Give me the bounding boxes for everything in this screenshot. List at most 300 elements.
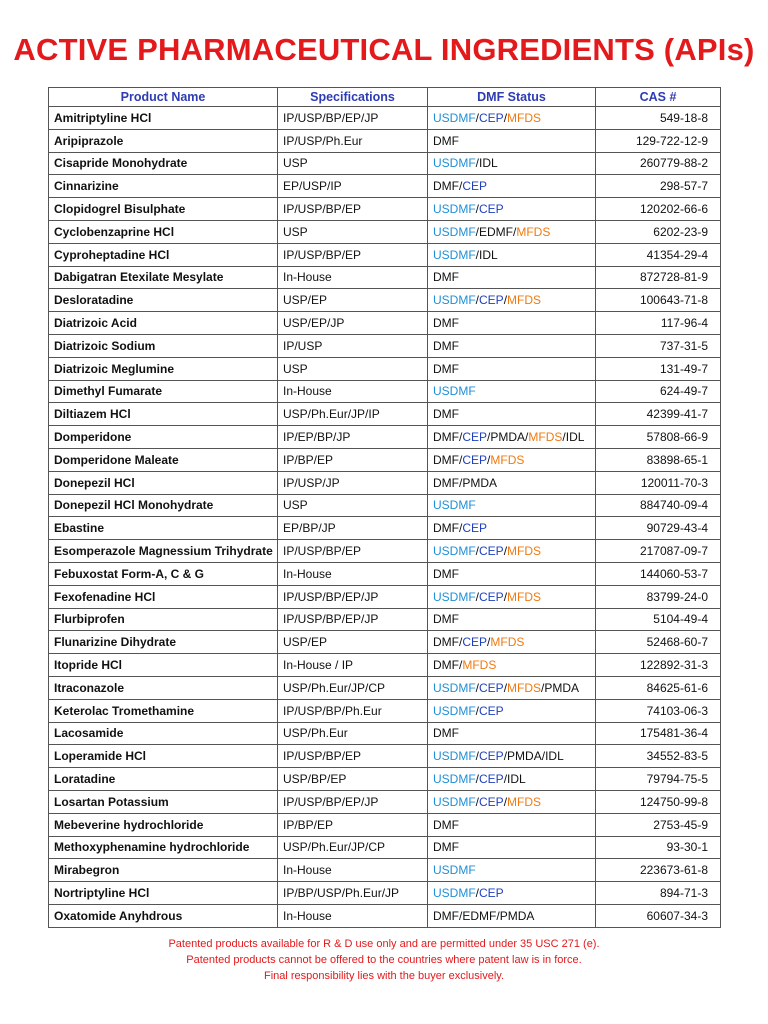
product-name-cell: Itopride HCl	[49, 654, 278, 677]
specifications-cell: IP/USP/BP/EP/JP	[278, 107, 428, 130]
dmf-status-usdmf: USDMF	[433, 680, 476, 695]
cas-number-cell: 83799-24-0	[596, 585, 721, 608]
specifications-cell: USP/Ph.Eur/JP/IP	[278, 403, 428, 426]
dmf-separator: /	[503, 772, 508, 786]
dmf-separator: /	[503, 794, 508, 809]
footer-disclaimer	[0, 936, 768, 984]
dmf-status-usdmf: USDMF	[433, 589, 476, 604]
dmf-separator: /	[475, 680, 480, 695]
table-row	[49, 494, 721, 517]
product-name-cell: Dabigatran Etexilate Mesylate	[49, 266, 278, 289]
table-row	[49, 722, 721, 745]
dmf-status-idl: IDL	[545, 749, 564, 764]
dmf-status-pmda: PMDA	[544, 680, 580, 695]
dmf-separator: /	[475, 247, 480, 262]
product-name-cell: Amitriptyline HCl	[49, 107, 278, 130]
dmf-status-dmf: DMF	[433, 407, 459, 422]
dmf-status-usdmf: USDMF	[433, 156, 476, 171]
dmf-status-dmf: DMF	[433, 726, 459, 741]
dmf-status-cell	[428, 357, 596, 380]
dmf-status-pmda: PMDA	[462, 475, 498, 490]
dmf-status-cell	[428, 266, 596, 289]
dmf-status-cell	[428, 289, 596, 312]
cas-number-cell: 5104-49-4	[596, 608, 721, 631]
dmf-separator: /	[475, 589, 480, 604]
product-name-cell: Oxatomide Anyhdrous	[49, 904, 278, 927]
dmf-status-cell	[428, 426, 596, 449]
dmf-status-cell	[428, 859, 596, 882]
disclaimer-line-3: Final responsibility lies with the buyer exclusively.	[263, 970, 505, 982]
dmf-separator: /	[487, 430, 491, 445]
product-name-cell: Desloratadine	[49, 289, 278, 312]
table-row	[49, 562, 721, 585]
product-name-cell: Esomperazole Magnessium Trihydrate	[49, 540, 278, 563]
product-name-cell: Flurbiprofen	[49, 608, 278, 631]
dmf-status-cell	[428, 403, 596, 426]
dmf-status-usdmf: USDMF	[433, 384, 476, 399]
dmf-status-cep: CEP	[479, 703, 504, 718]
table-row	[49, 608, 721, 631]
specifications-cell: USP	[278, 357, 428, 380]
dmf-status-cell	[428, 631, 596, 654]
specifications-cell: In-House	[278, 904, 428, 927]
table-row	[49, 813, 721, 836]
dmf-status-dmf: DMF	[433, 635, 459, 650]
api-table	[48, 87, 721, 928]
dmf-separator: /	[459, 521, 463, 536]
table-header	[49, 88, 721, 107]
specifications-cell: IP/USP/BP/EP	[278, 745, 428, 768]
dmf-status-usdmf: USDMF	[433, 772, 476, 786]
dmf-status-cep: CEP	[462, 521, 488, 536]
specifications-cell: IP/USP/BP/EP/JP	[278, 608, 428, 631]
cas-number-cell: 144060-53-7	[596, 562, 721, 585]
table-row	[49, 448, 721, 471]
dmf-status-cell	[428, 790, 596, 813]
dmf-status-mfds: MFDS	[507, 544, 542, 559]
dmf-status-dmf: DMF	[433, 521, 459, 536]
product-name-cell: Mebeverine hydrochloride	[49, 813, 278, 836]
dmf-status-usdmf: USDMF	[433, 885, 476, 900]
dmf-status-edmf: EDMF	[462, 908, 497, 923]
table-row	[49, 198, 721, 221]
header-row	[49, 88, 721, 107]
table-row	[49, 312, 721, 335]
table-body	[49, 107, 721, 928]
dmf-status-mfds: MFDS	[507, 794, 542, 809]
dmf-status-idl: IDL	[479, 247, 498, 262]
dmf-separator: /	[475, 703, 480, 718]
dmf-separator: /	[541, 680, 545, 695]
cas-number-cell: 90729-43-4	[596, 517, 721, 540]
specifications-cell: IP/BP/EP	[278, 448, 428, 471]
product-name-cell: Loratadine	[49, 768, 278, 791]
dmf-status-dmf: DMF	[433, 908, 459, 923]
cas-number-cell: 120202-66-6	[596, 198, 721, 221]
dmf-status-cell	[428, 312, 596, 335]
product-name-cell: Lacosamide	[49, 722, 278, 745]
cas-number-cell: 42399-41-7	[596, 403, 721, 426]
specifications-cell: IP/USP/BP/EP	[278, 540, 428, 563]
table-row	[49, 426, 721, 449]
product-name-cell: Diatrizoic Meglumine	[49, 357, 278, 380]
product-name-cell: Dimethyl Fumarate	[49, 380, 278, 403]
specifications-cell: In-House	[278, 562, 428, 585]
cas-number-cell: 34552-83-5	[596, 745, 721, 768]
dmf-status-cell	[428, 585, 596, 608]
cas-number-cell: 57808-66-9	[596, 426, 721, 449]
dmf-status-cell	[428, 175, 596, 198]
product-name-cell: Aripiprazole	[49, 129, 278, 152]
dmf-status-cep: CEP	[462, 635, 488, 650]
cas-number-cell: 124750-99-8	[596, 790, 721, 813]
table-row	[49, 517, 721, 540]
dmf-status-dmf: DMF	[433, 316, 459, 331]
specifications-cell: USP/Ph.Eur/JP/CP	[278, 676, 428, 699]
column-header-product-name: Product Name	[49, 88, 278, 107]
specifications-cell: EP/USP/IP	[278, 175, 428, 198]
dmf-status-dmf: DMF	[433, 475, 459, 490]
specifications-cell: USP	[278, 494, 428, 517]
dmf-status-cell	[428, 768, 596, 791]
table-row	[49, 768, 721, 791]
specifications-cell: USP/Ph.Eur	[278, 722, 428, 745]
product-name-cell: Diltiazem HCl	[49, 403, 278, 426]
product-name-cell: Losartan Potassium	[49, 790, 278, 813]
dmf-status-dmf: DMF	[433, 612, 459, 627]
table-row	[49, 836, 721, 859]
dmf-status-cell	[428, 540, 596, 563]
cas-number-cell: 79794-75-5	[596, 768, 721, 791]
specifications-cell: In-House	[278, 859, 428, 882]
dmf-status-mfds: MFDS	[490, 635, 525, 650]
dmf-status-cep: CEP	[479, 680, 504, 695]
specifications-cell: IP/USP/BP/EP/JP	[278, 585, 428, 608]
dmf-separator: /	[503, 544, 508, 559]
dmf-status-cell	[428, 608, 596, 631]
dmf-status-cell	[428, 448, 596, 471]
table-row	[49, 859, 721, 882]
cas-number-cell: 175481-36-4	[596, 722, 721, 745]
dmf-separator: /	[459, 179, 463, 194]
dmf-status-idl: IDL	[479, 156, 498, 171]
dmf-status-cep: CEP	[479, 589, 504, 604]
cas-number-cell: 223673-61-8	[596, 859, 721, 882]
dmf-separator: /	[475, 794, 480, 809]
specifications-cell: USP/EP	[278, 289, 428, 312]
product-name-cell: Ebastine	[49, 517, 278, 540]
dmf-status-mfds: MFDS	[462, 658, 497, 673]
dmf-status-dmf: DMF	[433, 133, 459, 148]
dmf-status-idl: IDL	[565, 430, 585, 445]
product-name-cell: Diatrizoic Sodium	[49, 334, 278, 357]
table-row	[49, 585, 721, 608]
product-name-cell: Donepezil HCl Monohydrate	[49, 494, 278, 517]
table-row	[49, 129, 721, 152]
cas-number-cell: 737-31-5	[596, 334, 721, 357]
dmf-status-cep: CEP	[479, 885, 504, 900]
cas-number-cell: 122892-31-3	[596, 654, 721, 677]
dmf-status-usdmf: USDMF	[433, 110, 476, 125]
dmf-status-usdmf: USDMF	[433, 247, 476, 262]
dmf-status-dmf: DMF	[433, 361, 459, 376]
dmf-status-dmf: DMF	[433, 566, 459, 581]
dmf-separator: /	[475, 224, 480, 239]
cas-number-cell: 549-18-8	[596, 107, 721, 130]
cas-number-cell: 624-49-7	[596, 380, 721, 403]
dmf-status-dmf: DMF	[433, 817, 459, 832]
cas-number-cell: 260779-88-2	[596, 152, 721, 175]
dmf-status-usdmf: USDMF	[433, 749, 476, 764]
specifications-cell: IP/USP/Ph.Eur	[278, 129, 428, 152]
dmf-status-cep: CEP	[479, 293, 504, 308]
dmf-status-mfds: MFDS	[507, 110, 542, 125]
dmf-separator: /	[475, 156, 480, 171]
specifications-cell: IP/USP	[278, 334, 428, 357]
table-row	[49, 631, 721, 654]
product-name-cell: Mirabegron	[49, 859, 278, 882]
table-row	[49, 380, 721, 403]
dmf-status-cell	[428, 220, 596, 243]
specifications-cell: EP/BP/JP	[278, 517, 428, 540]
cas-number-cell: 298-57-7	[596, 175, 721, 198]
dmf-status-cell	[428, 494, 596, 517]
dmf-status-pmda: PMDA	[507, 749, 542, 764]
column-header-cas: CAS #	[596, 88, 721, 107]
dmf-status-edmf: EDMF	[479, 224, 514, 239]
dmf-status-cell	[428, 243, 596, 266]
dmf-separator: /	[503, 589, 508, 604]
product-name-cell: Cyproheptadine HCl	[49, 243, 278, 266]
dmf-status-mfds: MFDS	[516, 224, 551, 239]
cas-number-cell: 117-96-4	[596, 312, 721, 335]
cas-number-cell: 83898-65-1	[596, 448, 721, 471]
dmf-separator: /	[503, 293, 508, 308]
dmf-separator: /	[459, 430, 463, 445]
product-name-cell: Domperidone Maleate	[49, 448, 278, 471]
dmf-status-cell	[428, 722, 596, 745]
disclaimer-line-2: Patented products cannot be offered to the countries where patent law is in force.	[186, 954, 582, 966]
table-row	[49, 904, 721, 927]
table-row	[49, 220, 721, 243]
product-name-cell: Cyclobenzaprine HCl	[49, 220, 278, 243]
cas-number-cell: 131-49-7	[596, 357, 721, 380]
dmf-status-dmf: DMF	[433, 270, 459, 285]
dmf-separator: /	[459, 475, 463, 490]
dmf-status-dmf: DMF	[433, 658, 459, 673]
cas-number-cell: 93-30-1	[596, 836, 721, 859]
dmf-status-cep: CEP	[462, 179, 488, 194]
cas-number-cell: 120011-70-3	[596, 471, 721, 494]
product-name-cell: Domperidone	[49, 426, 278, 449]
dmf-status-cell	[428, 699, 596, 722]
table-row	[49, 107, 721, 130]
dmf-status-idl: IDL	[507, 772, 526, 786]
dmf-status-cell	[428, 562, 596, 585]
product-name-cell: Nortriptyline HCl	[49, 882, 278, 905]
dmf-status-dmf: DMF	[433, 338, 459, 353]
specifications-cell: In-House	[278, 380, 428, 403]
cas-number-cell: 2753-45-9	[596, 813, 721, 836]
specifications-cell: IP/USP/BP/EP/JP	[278, 790, 428, 813]
product-name-cell: Donepezil HCl	[49, 471, 278, 494]
dmf-status-cell	[428, 380, 596, 403]
cas-number-cell: 894-71-3	[596, 882, 721, 905]
table-row	[49, 289, 721, 312]
dmf-status-mfds: MFDS	[528, 430, 563, 445]
dmf-separator: /	[475, 293, 480, 308]
dmf-status-pmda: PMDA	[499, 908, 535, 923]
dmf-separator: /	[459, 908, 463, 923]
dmf-separator: /	[503, 680, 508, 695]
page-title: ACTIVE PHARMACEUTICAL INGREDIENTS (APIs)	[13, 32, 755, 67]
dmf-status-cell	[428, 836, 596, 859]
dmf-status-usdmf: USDMF	[433, 224, 476, 239]
product-name-cell: Diatrizoic Acid	[49, 312, 278, 335]
cas-number-cell: 884740-09-4	[596, 494, 721, 517]
specifications-cell: IP/BP/USP/Ph.Eur/JP	[278, 882, 428, 905]
dmf-separator: /	[459, 635, 463, 650]
table-row	[49, 882, 721, 905]
dmf-status-usdmf: USDMF	[433, 794, 476, 809]
dmf-status-cell	[428, 107, 596, 130]
dmf-separator: /	[459, 658, 463, 673]
dmf-status-mfds: MFDS	[490, 452, 525, 467]
dmf-separator: /	[513, 224, 517, 239]
dmf-status-dmf: DMF	[433, 430, 459, 445]
table-row	[49, 745, 721, 768]
dmf-separator: /	[459, 452, 463, 467]
table-row	[49, 540, 721, 563]
specifications-cell: IP/EP/BP/JP	[278, 426, 428, 449]
table-row	[49, 676, 721, 699]
table-row	[49, 175, 721, 198]
dmf-status-cep: CEP	[479, 772, 504, 786]
dmf-status-cell	[428, 471, 596, 494]
dmf-status-dmf: DMF	[433, 840, 459, 855]
cas-number-cell: 52468-60-7	[596, 631, 721, 654]
table-row	[49, 357, 721, 380]
cas-number-cell: 84625-61-6	[596, 676, 721, 699]
specifications-cell: IP/USP/BP/Ph.Eur	[278, 699, 428, 722]
table-row	[49, 654, 721, 677]
dmf-status-cep: CEP	[462, 452, 488, 467]
table-row	[49, 471, 721, 494]
dmf-status-mfds: MFDS	[507, 293, 542, 308]
specifications-cell: USP	[278, 152, 428, 175]
product-name-cell: Methoxyphenamine hydrochloride	[49, 836, 278, 859]
specifications-cell: USP	[278, 220, 428, 243]
cas-number-cell: 872728-81-9	[596, 266, 721, 289]
dmf-separator: /	[541, 749, 546, 764]
dmf-status-mfds: MFDS	[507, 680, 542, 695]
cas-number-cell: 41354-29-4	[596, 243, 721, 266]
table-row	[49, 790, 721, 813]
dmf-status-mfds: MFDS	[507, 589, 542, 604]
specifications-cell: USP/EP	[278, 631, 428, 654]
dmf-separator: /	[475, 749, 480, 764]
specifications-cell: In-House / IP	[278, 654, 428, 677]
dmf-separator: /	[475, 110, 480, 125]
dmf-separator: /	[503, 749, 508, 764]
cas-number-cell: 100643-71-8	[596, 289, 721, 312]
product-name-cell: Cisapride Monohydrate	[49, 152, 278, 175]
dmf-status-cell	[428, 745, 596, 768]
product-name-cell: Clopidogrel Bisulphate	[49, 198, 278, 221]
dmf-status-usdmf: USDMF	[433, 293, 476, 308]
table-row	[49, 152, 721, 175]
dmf-separator: /	[475, 885, 480, 900]
dmf-status-cell	[428, 676, 596, 699]
product-name-cell: Fexofenadine HCl	[49, 585, 278, 608]
table-row	[49, 699, 721, 722]
table-row	[49, 403, 721, 426]
column-header-dmf-status: DMF Status	[428, 88, 596, 107]
product-name-cell: Flunarizine Dihydrate	[49, 631, 278, 654]
dmf-status-usdmf: USDMF	[433, 703, 476, 718]
product-name-cell: Cinnarizine	[49, 175, 278, 198]
specifications-cell: IP/BP/EP	[278, 813, 428, 836]
specifications-cell: IP/USP/BP/EP	[278, 243, 428, 266]
product-name-cell: Loperamide HCl	[49, 745, 278, 768]
dmf-separator: /	[525, 430, 529, 445]
dmf-status-usdmf: USDMF	[433, 498, 476, 513]
dmf-status-cell	[428, 198, 596, 221]
table-row	[49, 334, 721, 357]
dmf-status-usdmf: USDMF	[433, 544, 476, 559]
specifications-cell: IP/USP/JP	[278, 471, 428, 494]
dmf-separator: /	[496, 908, 500, 923]
dmf-status-cep: CEP	[479, 794, 504, 809]
dmf-separator: /	[503, 110, 508, 125]
dmf-status-cell	[428, 813, 596, 836]
product-name-cell: Febuxostat Form-A, C & G	[49, 562, 278, 585]
dmf-status-cell	[428, 654, 596, 677]
dmf-separator: /	[475, 202, 480, 217]
dmf-status-cep: CEP	[479, 110, 504, 125]
cas-number-cell: 217087-09-7	[596, 540, 721, 563]
dmf-status-dmf: DMF	[433, 179, 459, 194]
dmf-status-cell	[428, 882, 596, 905]
dmf-status-cell	[428, 129, 596, 152]
specifications-cell: USP/Ph.Eur/JP/CP	[278, 836, 428, 859]
dmf-separator: /	[562, 430, 566, 445]
dmf-status-cell	[428, 904, 596, 927]
dmf-separator: /	[475, 544, 480, 559]
dmf-status-dmf: DMF	[433, 452, 459, 467]
dmf-separator: /	[487, 635, 491, 650]
cas-number-cell: 6202-23-9	[596, 220, 721, 243]
dmf-status-cep: CEP	[462, 430, 488, 445]
product-name-cell: Keterolac Tromethamine	[49, 699, 278, 722]
table-row	[49, 243, 721, 266]
dmf-separator: /	[475, 772, 480, 786]
dmf-status-cell	[428, 152, 596, 175]
dmf-status-cep: CEP	[479, 749, 504, 764]
dmf-status-pmda: PMDA	[490, 430, 526, 445]
specifications-cell: In-House	[278, 266, 428, 289]
specifications-cell: USP/BP/EP	[278, 768, 428, 791]
dmf-status-cep: CEP	[479, 544, 504, 559]
cas-number-cell: 60607-34-3	[596, 904, 721, 927]
column-header-specifications: Specifications	[278, 88, 428, 107]
product-name-cell: Itraconazole	[49, 676, 278, 699]
dmf-status-usdmf: USDMF	[433, 863, 476, 878]
dmf-status-usdmf: USDMF	[433, 202, 476, 217]
disclaimer-line-1: Patented products available for R & D use only and are permitted under 35 USC 271 (e).	[168, 938, 600, 950]
dmf-status-cell	[428, 517, 596, 540]
specifications-cell: USP/EP/JP	[278, 312, 428, 335]
